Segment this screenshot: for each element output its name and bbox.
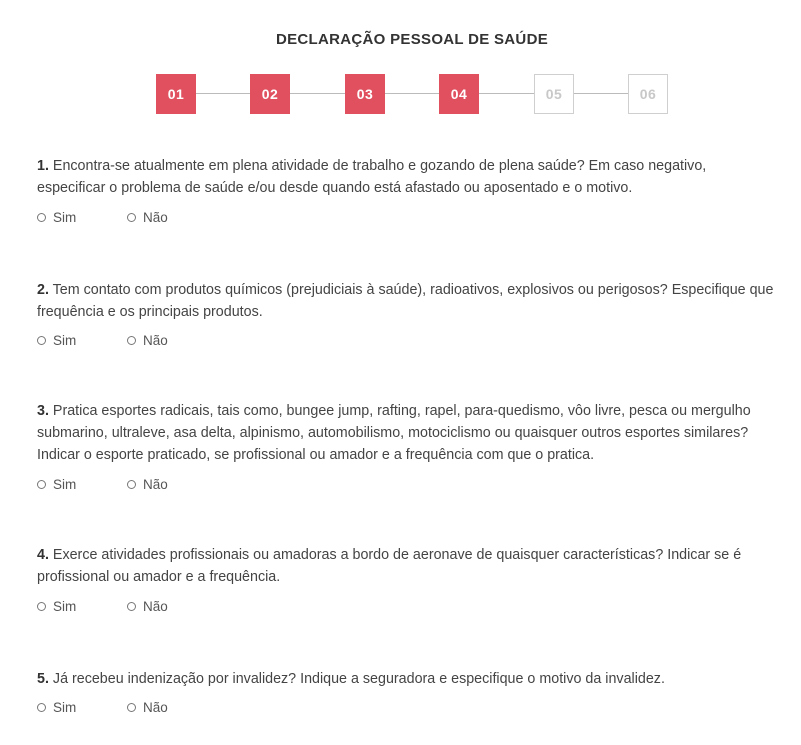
page-title: DECLARAÇÃO PESSOAL DE SAÚDE [275,31,549,48]
question-text: Encontra-se atualmente em plena atividade de trabalho e gozando de plena saúde? Em caso negativo, especificar o problema de saúde e/ou desde quando está afastado ou aposentado e o motivo. [37,158,707,196]
option-label: Sim [53,333,77,348]
question-5 [37,668,777,690]
step-05: 05 [534,74,574,114]
question-4 [37,544,777,588]
step-connector-line [176,93,648,94]
question-text: Já recebeu indenização por invalidez? Indique a seguradora e especifique o motivo da invalidez. [52,671,665,687]
option-label: Não [143,477,168,492]
question-1 [37,155,777,199]
step-06: 06 [628,74,668,114]
q2-option-no[interactable] [127,333,168,348]
step-progress [156,74,668,114]
radio-icon[interactable] [127,602,136,611]
option-label: Sim [53,210,77,225]
radio-icon[interactable] [127,703,136,712]
q3-option-yes[interactable] [37,477,76,492]
radio-icon[interactable] [37,602,46,611]
step-02[interactable]: 02 [250,74,290,114]
question-text: Tem contato com produtos químicos (prejudiciais à saúde), radioativos, explosivos ou perigosos? Especifique que frequência e os principais produtos. [37,282,774,320]
radio-icon[interactable] [37,213,46,222]
q5-option-no[interactable] [127,700,168,715]
question-number: 2. [37,282,49,298]
option-label: Sim [53,700,77,715]
q1-option-yes[interactable] [37,210,76,225]
step-04[interactable]: 04 [439,74,479,114]
radio-icon[interactable] [127,480,136,489]
radio-icon[interactable] [37,336,46,345]
q3-option-no[interactable] [127,477,168,492]
radio-icon[interactable] [37,703,46,712]
q4-option-no[interactable] [127,599,168,614]
radio-icon[interactable] [127,213,136,222]
radio-icon[interactable] [37,480,46,489]
question-number: 5. [37,671,49,687]
radio-icon[interactable] [127,336,136,345]
option-label: Não [143,210,168,225]
question-3 [37,400,777,466]
question-text: Pratica esportes radicais, tais como, bungee jump, rafting, rapel, para-quedismo, vôo livre, pesca ou mergulho submarino, ultraleve, asa delta, alpinismo, automobilismo, motociclismo ou quaisquer outros esportes similares? Indicar o esporte praticado, se profissional ou amador e a frequência com que o pratica. [37,403,751,463]
q5-option-yes[interactable] [37,700,76,715]
step-03[interactable]: 03 [345,74,385,114]
step-01[interactable]: 01 [156,74,196,114]
question-number: 4. [37,547,49,563]
option-label: Sim [53,599,77,614]
q4-option-yes[interactable] [37,599,76,614]
option-label: Não [143,333,168,348]
option-label: Não [143,599,168,614]
option-label: Sim [53,477,77,492]
question-2 [37,279,777,323]
option-label: Não [143,700,168,715]
question-number: 1. [37,158,49,174]
q1-option-no[interactable] [127,210,168,225]
question-text: Exerce atividades profissionais ou amadoras a bordo de aeronave de quaisquer características? Indicar se é profissional ou amador e a frequência. [37,547,742,585]
q2-option-yes[interactable] [37,333,76,348]
question-number: 3. [37,403,49,419]
